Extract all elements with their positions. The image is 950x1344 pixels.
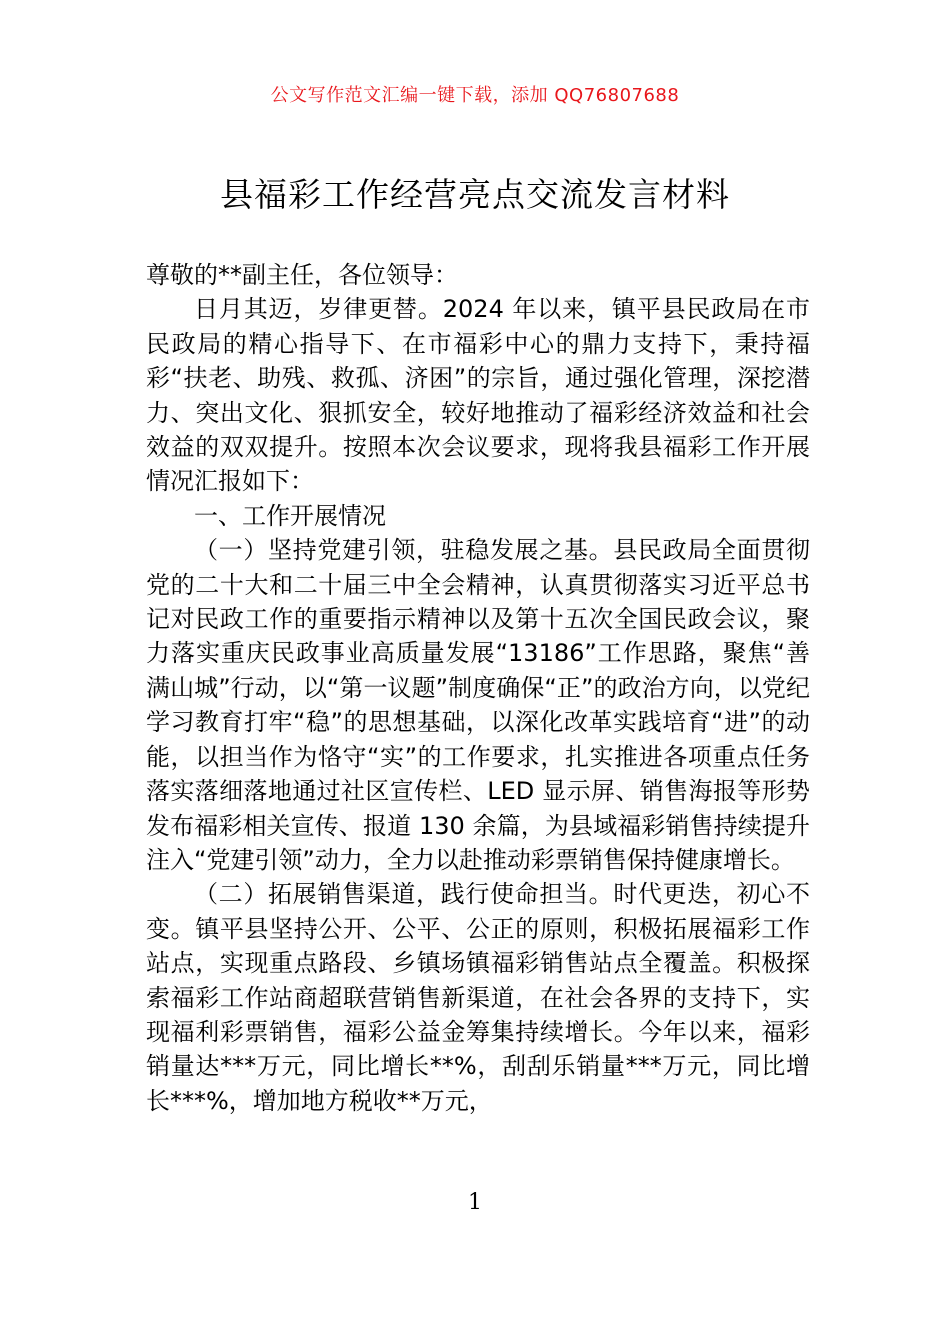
- page-number: 1: [468, 1190, 482, 1215]
- paragraph-party-building: （一）坚持党建引领，驻稳发展之基。县民政局全面贯彻党的二十大和二十届三中全会精神，认真贯彻落实习近平总书记对民政工作的重要指示精神以及第十五次全国民政会议，聚力落实重庆民政事业高质量发展“13186”工作思路，聚焦“善满山城”行动，以“第一议题”制度确保“正”的政治方向，以党纪学习教育打牢“稳”的思想基础，以深化改革实践培育“进”的动能，以担当作为恪守“实”的工作要求，扎实推进各项重点任务落实落细落地通过社区宣传栏、LED 显示屏、销售海报等形势发布福彩相关宣传、报道 130 余篇，为县域福彩销售持续提升注入“党建引领”动力，全力以赴推动彩票销售保持健康增长。: [146, 536, 810, 874]
- section-heading: 一、工作开展情况: [194, 501, 386, 530]
- document-body: [146, 258, 810, 1118]
- paragraph-intro: 日月其迈，岁律更替。2024 年以来，镇平县民政局在市民政局的精心指导下、在市福彩中心的鼎力支持下，秉持福彩“扶老、助残、救孤、济困”的宗旨，通过强化管理，深挖潜力、突出文化、狠抓安全，较好地推动了福彩经济效益和社会效益的双双提升。按照本次会议要求，现将我县福彩工作开展情况汇报如下：: [146, 295, 810, 496]
- document-title: 县福彩工作经营亮点交流发言材料: [220, 175, 730, 214]
- paragraph-sales-channels: （二）拓展销售渠道，践行使命担当。时代更迭，初心不变。镇平县坚持公开、公平、公正的原则，积极拓展福彩工作站点，实现重点路段、乡镇场镇福彩销售站点全覆盖。积极探索福彩工作站商超联营销售新渠道，在社会各界的支持下，实现福利彩票销售，福彩公益金筹集持续增长。今年以来，福彩销量达***万元，同比增长**%，刮刮乐销量***万元，同比增长***%，增加地方税收**万元，: [146, 880, 810, 1115]
- salutation: 尊敬的**副主任，各位领导：: [146, 261, 458, 289]
- download-banner: 公文写作范文汇编一键下载，添加 QQ76807688: [270, 85, 680, 106]
